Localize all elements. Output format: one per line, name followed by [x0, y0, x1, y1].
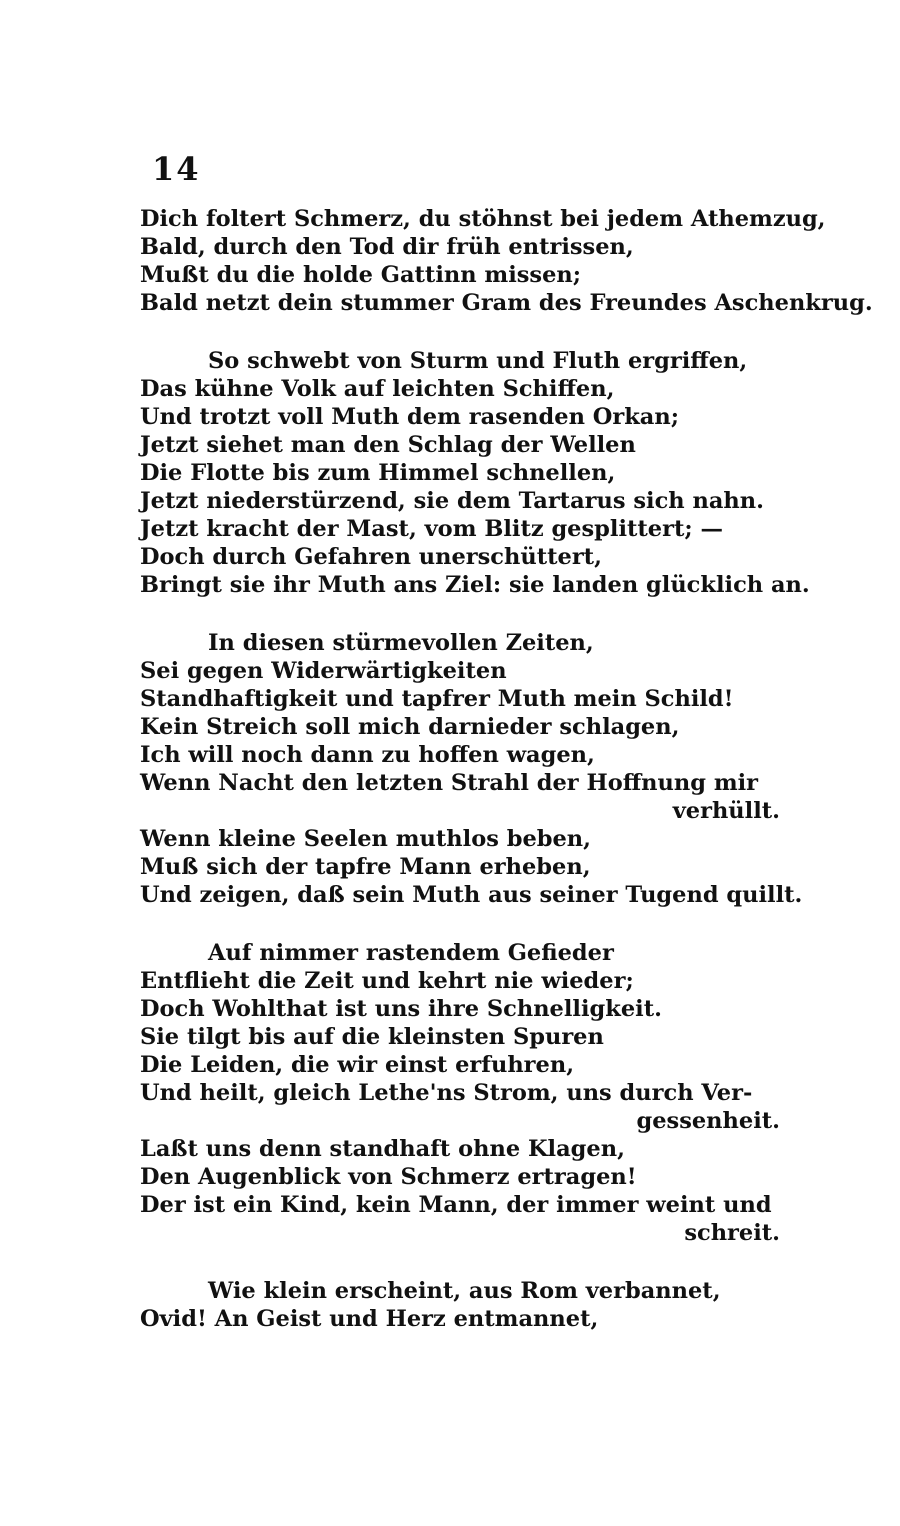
page-number: 14: [152, 150, 201, 188]
poem-line: Ich will noch dann zu hoffen wagen,: [140, 742, 595, 768]
poem-line: Kein Streich soll mich darnieder schlagen,: [140, 714, 680, 740]
poem-line: Die Leiden, die wir einst erfuhren,: [140, 1052, 575, 1078]
poem-line: Ovid! An Geist und Herz entmannet,: [140, 1306, 599, 1332]
stanza-2: [140, 347, 810, 599]
poem-line: Mußt du die holde Gattinn missen;: [140, 262, 582, 288]
stanza-4: [140, 939, 800, 1247]
poem-line: Die Flotte bis zum Himmel schnellen,: [140, 460, 616, 486]
poem-line-continuation: schreit.: [684, 1220, 780, 1246]
poem-text: [140, 205, 873, 1333]
poem-line: Jetzt niederstürzend, sie dem Tartarus sich nahn.: [140, 488, 764, 514]
poem-line: Und heilt, gleich Lethe'ns Strom, uns durch Ver-: [140, 1080, 753, 1106]
poem-line: Bringt sie ihr Muth ans Ziel: sie landen glücklich an.: [140, 572, 810, 598]
stanza-1: [140, 205, 873, 317]
stanza-5: [140, 1277, 800, 1333]
poem-line: Dich foltert Schmerz, du stöhnst bei jedem Athemzug,: [140, 206, 826, 232]
poem-line: Standhaftigkeit und tapfrer Muth mein Schild!: [140, 686, 734, 712]
stanza-gap: [140, 317, 800, 347]
stanza-gap: [140, 909, 800, 939]
poem-line: Doch Wohlthat ist uns ihre Schnelligkeit.: [140, 996, 662, 1022]
poem-line: Und zeigen, daß sein Muth aus seiner Tugend quillt.: [140, 882, 803, 908]
poem-line: Den Augenblick von Schmerz ertragen!: [140, 1164, 637, 1190]
stanza-3: [140, 629, 803, 909]
poem-line: Und trotzt voll Muth dem rasenden Orkan;: [140, 404, 680, 430]
poem-line: Wenn kleine Seelen muthlos beben,: [140, 826, 591, 852]
poem-line: Das kühne Volk auf leichten Schiffen,: [140, 376, 615, 402]
stanza-gap: [140, 599, 800, 629]
poem-line: Sie tilgt bis auf die kleinsten Spuren: [140, 1024, 604, 1050]
poem-line: Jetzt siehet man den Schlag der Wellen: [140, 432, 636, 458]
poem-line: Sei gegen Widerwärtigkeiten: [140, 658, 507, 684]
poem-line: Laßt uns denn standhaft ohne Klagen,: [140, 1136, 625, 1162]
poem-line: In diesen stürmevollen Zeiten,: [208, 630, 594, 656]
stanza-gap: [140, 1247, 800, 1277]
poem-line: Wie klein erscheint, aus Rom verbannet,: [208, 1278, 721, 1304]
poem-line-continuation: gessenheit.: [636, 1108, 780, 1134]
poem-line: Wenn Nacht den letzten Strahl der Hoffnung mir: [140, 770, 759, 796]
poem-line: Muß sich der tapfre Mann erheben,: [140, 854, 591, 880]
poem-line: Bald netzt dein stummer Gram des Freundes Aschenkrug.: [140, 290, 873, 316]
poem-line-continuation: verhüllt.: [672, 798, 780, 824]
poem-line: Der ist ein Kind, kein Mann, der immer weint und: [140, 1192, 772, 1218]
poem-line: Bald, durch den Tod dir früh entrissen,: [140, 234, 634, 260]
poem-line: Entflieht die Zeit und kehrt nie wieder;: [140, 968, 634, 994]
poem-line: Jetzt kracht der Mast, vom Blitz gesplittert; —: [140, 516, 723, 542]
poem-line: Doch durch Gefahren unerschüttert,: [140, 544, 602, 570]
poem-line: So schwebt von Sturm und Fluth ergriffen,: [208, 348, 748, 374]
poem-line: Auf nimmer rastendem Gefieder: [208, 940, 614, 966]
